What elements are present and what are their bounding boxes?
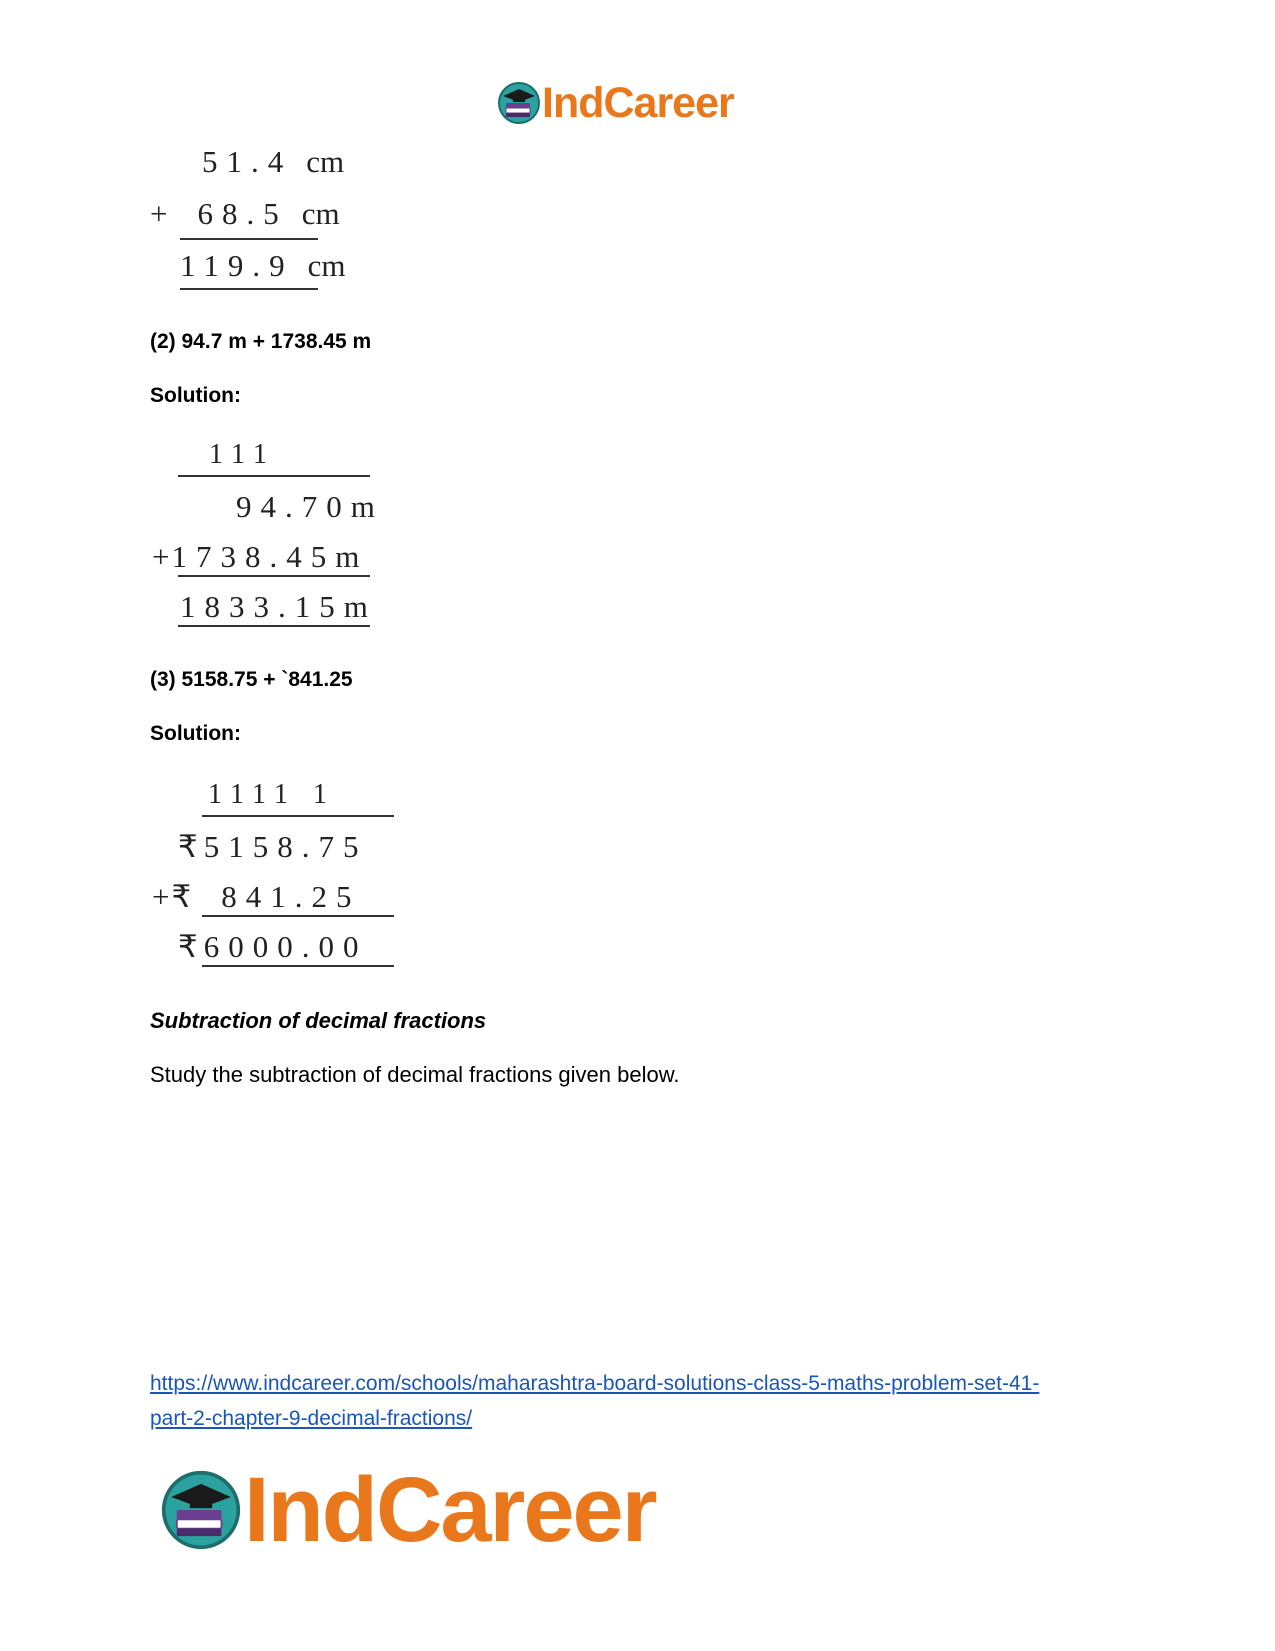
source-link-line-1[interactable]: https://www.indcareer.com/schools/maharashtra-board-solutions-class-5-maths-problem-set-41-	[150, 1372, 1040, 1395]
unit: m	[350, 489, 375, 524]
sum: 6000.00	[203, 929, 368, 964]
carry-digits: 111	[209, 439, 276, 470]
addend-2: 1738.45	[171, 539, 336, 574]
addition-example-2	[150, 435, 420, 635]
logo-wordmark: IndCareer	[244, 1459, 656, 1561]
unit: cm	[306, 144, 345, 179]
plus-sign: +	[152, 539, 170, 574]
sum: 1833.15	[180, 589, 344, 624]
plus-sign: +	[150, 196, 168, 231]
solution-label: Solution:	[150, 384, 241, 407]
addend-1: 5158.75	[203, 829, 368, 864]
result-underline	[180, 288, 318, 290]
rupee-symbol: ₹	[178, 929, 198, 964]
addend-2: 68.5	[197, 196, 288, 231]
rupee-symbol: ₹	[178, 829, 198, 864]
unit: cm	[307, 248, 346, 283]
header-logo	[497, 80, 734, 126]
graduation-book-icon	[497, 81, 541, 125]
section-text: Study the subtraction of decimal fractions given below.	[150, 1062, 680, 1087]
sum-line	[202, 915, 394, 917]
sum: 119.9	[180, 248, 294, 283]
question-2-title: (2) 94.7 m + 1738.45 m	[150, 330, 372, 353]
rupee-symbol: ₹	[171, 879, 192, 914]
result-underline	[202, 965, 394, 967]
sum-line	[178, 575, 370, 577]
carry-digits: 1111 1	[208, 779, 336, 810]
addend-2: 841.25	[221, 879, 361, 914]
question-3-title: (3) 5158.75 + `841.25	[150, 668, 353, 691]
unit: m	[343, 589, 368, 624]
carry-line	[202, 815, 394, 817]
logo-wordmark: IndCareer	[542, 78, 734, 127]
section-heading: Subtraction of decimal fractions	[150, 1008, 487, 1033]
carry-line	[178, 475, 370, 477]
source-link[interactable]	[150, 1366, 1039, 1436]
addend-1: 51.4	[202, 144, 293, 179]
plus-sign: +	[152, 879, 170, 914]
footer-logo	[160, 1459, 656, 1561]
source-link-line-2[interactable]: part-2-chapter-9-decimal-fractions/	[150, 1407, 473, 1430]
sum-line	[180, 238, 318, 240]
unit: m	[335, 539, 360, 574]
result-underline	[178, 625, 370, 627]
addition-example-1	[150, 140, 390, 300]
unit: cm	[301, 196, 340, 231]
graduation-book-icon	[160, 1469, 242, 1551]
addend-1: 94.70	[236, 489, 351, 524]
solution-label: Solution:	[150, 722, 241, 745]
addition-example-3	[150, 775, 410, 975]
